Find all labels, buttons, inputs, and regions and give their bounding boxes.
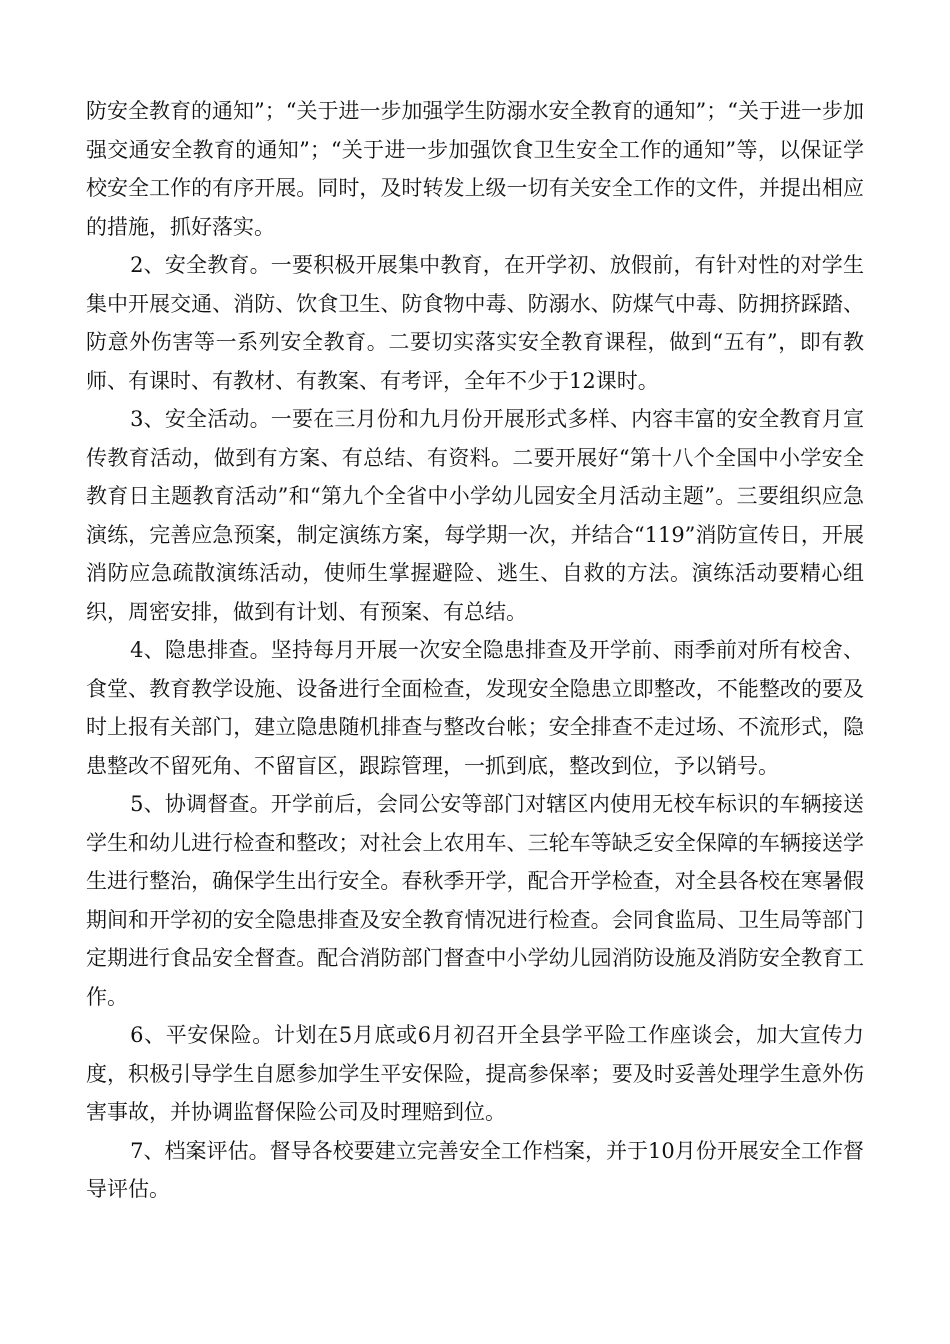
paragraph-safety-education: 2、安全教育。一要积极开展集中教育，在开学初、放假前，有针对性的对学生集中开展交通、消防、饮食卫生、防食物中毒、防溺水、防煤气中毒、防拥挤踩踏、防意外伤害等一系列安全教育。二要切实落实安全教育课程，做到“五有”，即有教师、有课时、有教材、有教案、有考评，全年不少于12课时。	[86, 253, 864, 393]
document-body	[86, 92, 864, 1209]
paragraph-archive-evaluation: 7、档案评估。督导各校要建立完善安全工作档案，并于10月份开展安全工作督导评估。	[86, 1138, 864, 1201]
paragraph-continued-notices: 防安全教育的通知”；“关于进一步加强学生防溺水安全教育的通知”；“关于进一步加强交通安全教育的通知”；“关于进一步加强饮食卫生安全工作的通知”等，以保证学校安全工作的有序开展。同时，及时转发上级一切有关安全工作的文件，并提出相应的措施，抓好落实。	[86, 99, 864, 239]
paragraph-hazard-inspection: 4、隐患排查。坚持每月开展一次安全隐患排查及开学前、雨季前对所有校舍、食堂、教育教学设施、设备进行全面检查，发现安全隐患立即整改，不能整改的要及时上报有关部门，建立隐患随机排查与整改台帐；安全排查不走过场、不流形式，隐患整改不留死角、不留盲区，跟踪管理，一抓到底，整改到位，予以销号。	[86, 638, 864, 778]
paragraph-safety-insurance: 6、平安保险。计划在5月底或6月初召开全县学平险工作座谈会，加大宣传力度，积极引导学生自愿参加学生平安保险，提高参保率；要及时妥善处理学生意外伤害事故，并协调监督保险公司及时理赔到位。	[86, 1023, 864, 1124]
paragraph-coordination-supervision: 5、协调督查。开学前后，会同公安等部门对辖区内使用无校车标识的车辆接送学生和幼儿进行检查和整改；对社会上农用车、三轮车等缺乏安全保障的车辆接送学生进行整治，确保学生出行安全。春秋季开学，配合开学检查，对全县各校在寒暑假期间和开学初的安全隐患排查及安全教育情况进行检查。会同食监局、卫生局等部门定期进行食品安全督查。配合消防部门督查中小学幼儿园消防设施及消防安全教育工作。	[86, 792, 864, 1009]
paragraph-safety-activities: 3、安全活动。一要在三月份和九月份开展形式多样、内容丰富的安全教育月宣传教育活动，做到有方案、有总结、有资料。二要开展好“第十八个全国中小学安全教育日主题教育活动”和“第九个全省中小学幼儿园安全月活动主题”。三要组织应急演练，完善应急预案，制定演练方案，每学期一次，并结合“119”消防宣传日，开展消防应急疏散演练活动，使师生掌握避险、逃生、自救的方法。演练活动要精心组织，周密安排，做到有计划、有预案、有总结。	[86, 407, 864, 624]
